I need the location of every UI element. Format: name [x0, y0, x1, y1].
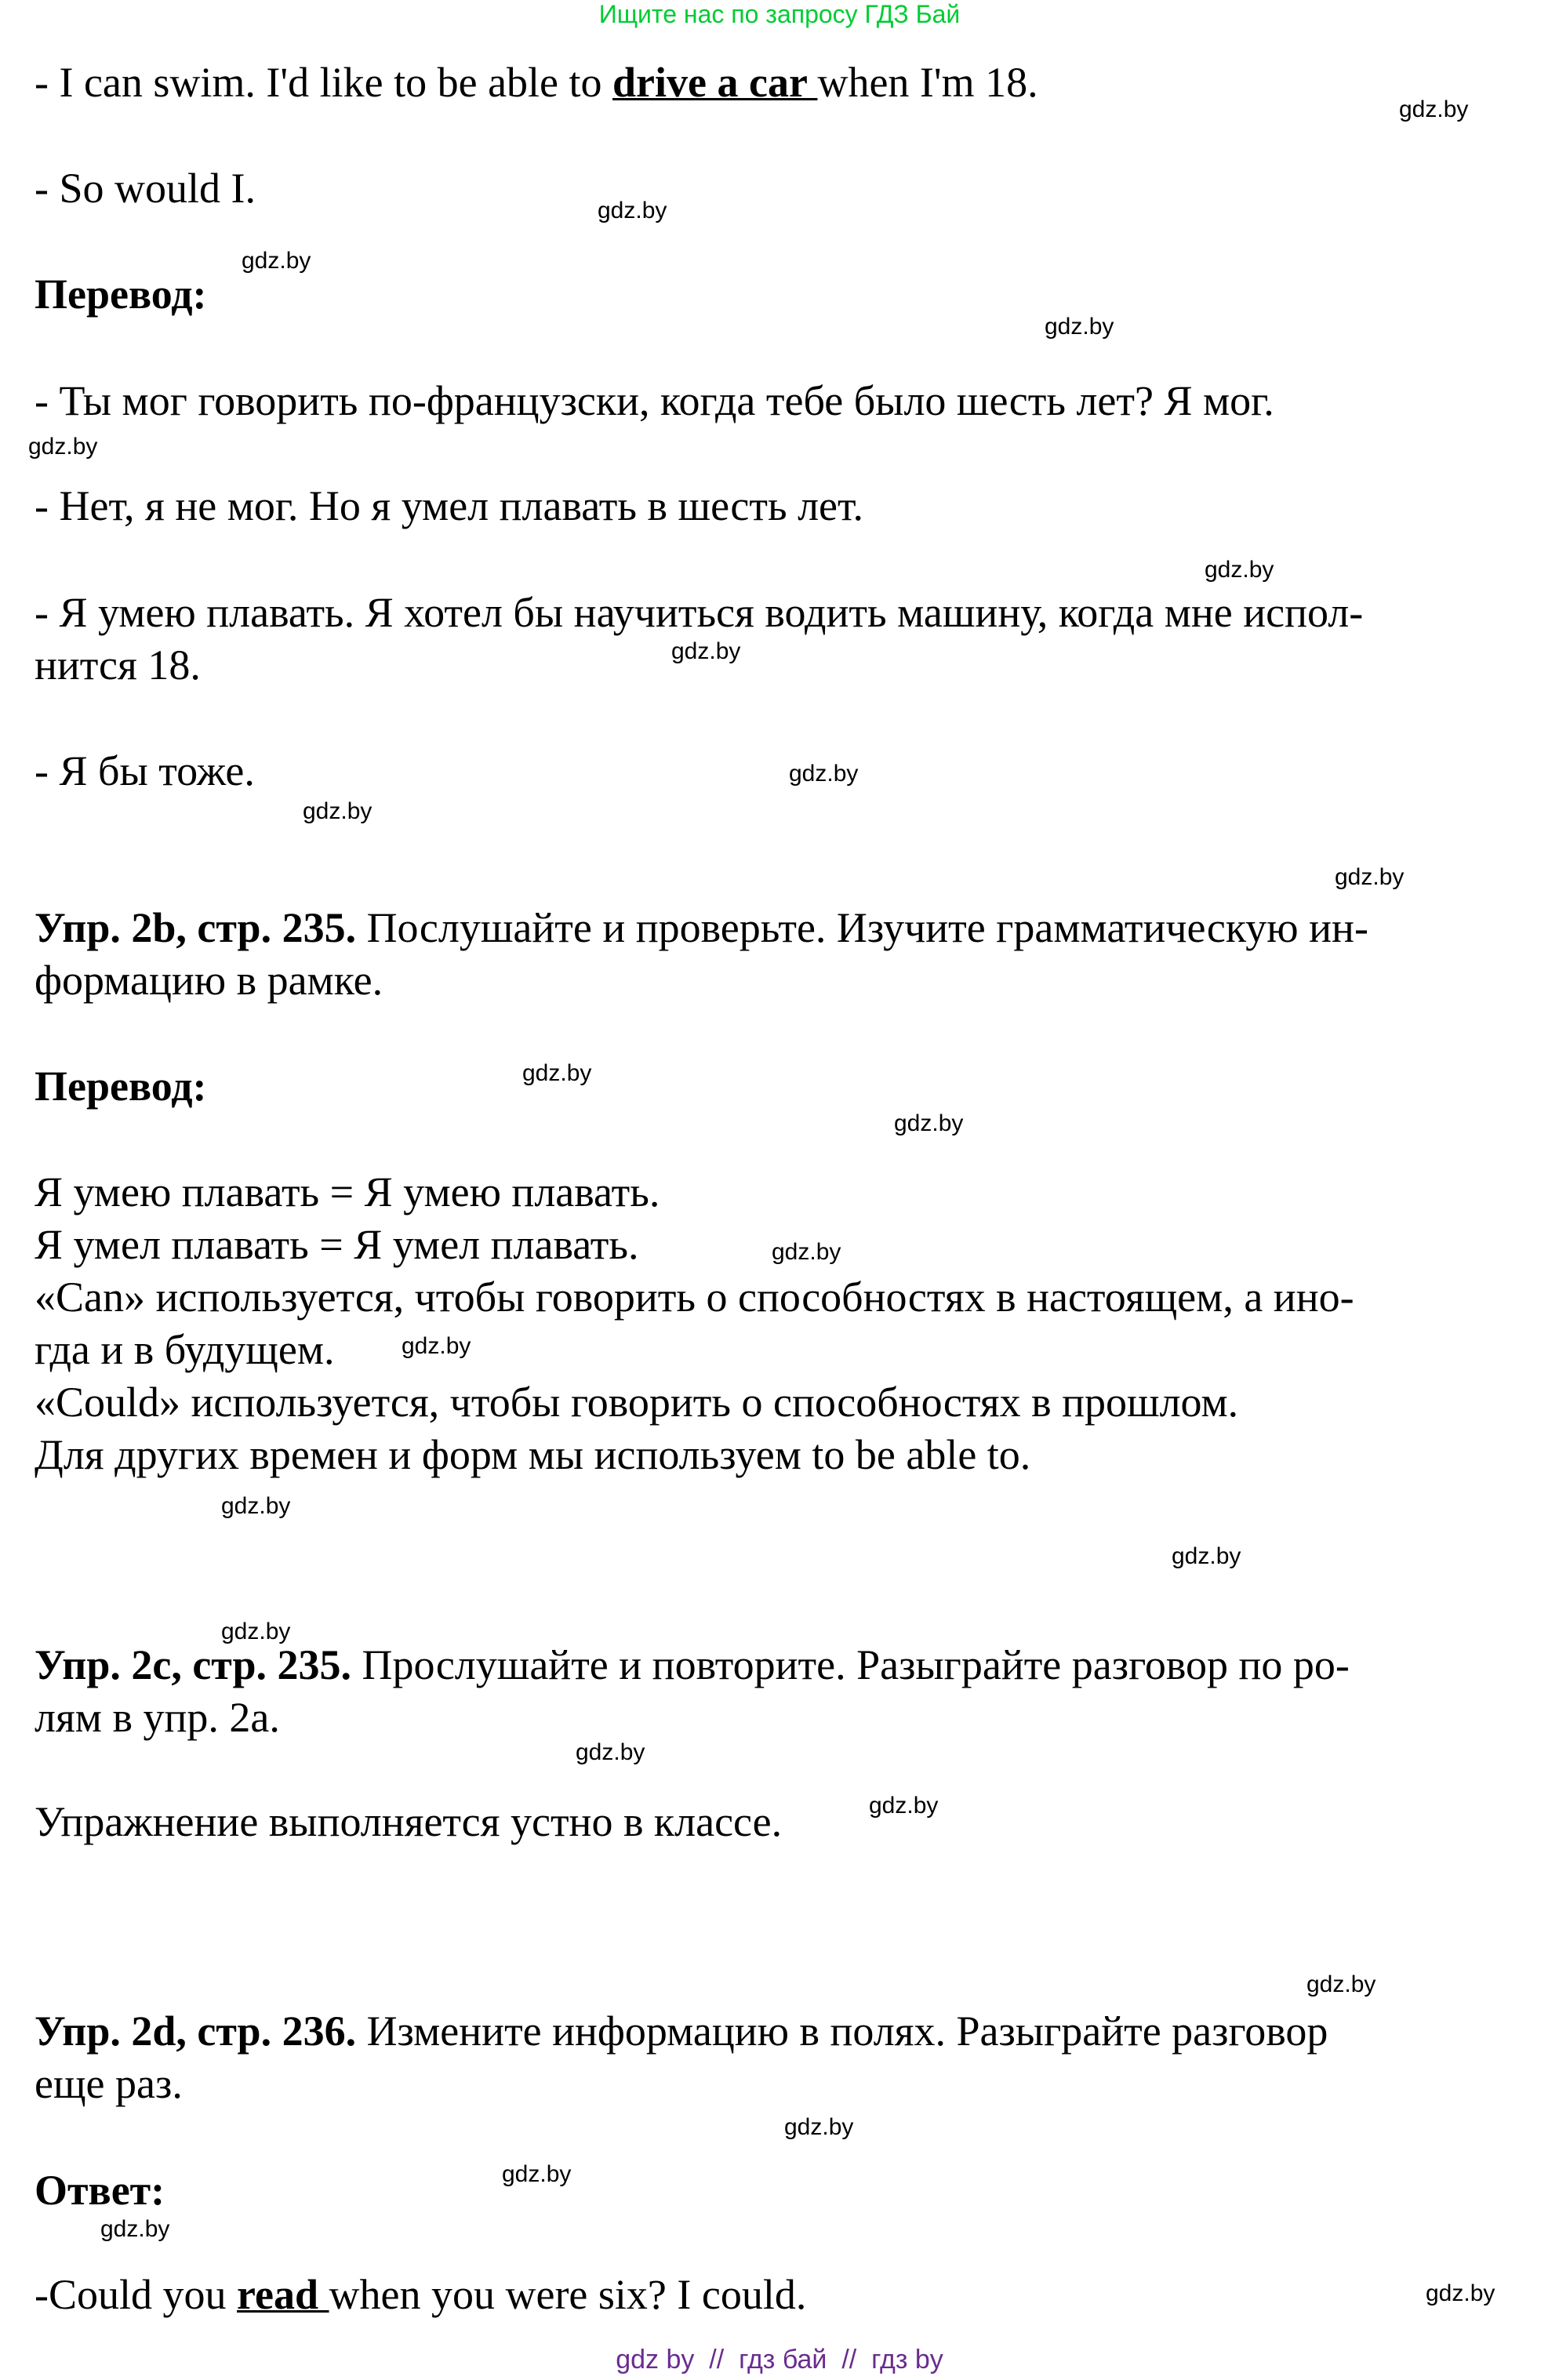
translation-line: - Ты мог говорить по-французски, когда тебе было шесть лет? Я мог. [35, 377, 1274, 424]
answer-line [35, 2269, 806, 2320]
exercise-2c-instruction-cont: лям в упр. 2a. [35, 1694, 280, 1741]
dialog-line-2: - So would I. [35, 165, 256, 212]
watermark: gdz.by [894, 1110, 964, 1136]
exercise-2c-instruction: Прослушайте и повторите. Разыграйте разговор по ро- [351, 1641, 1350, 1688]
exercise-2d-label: Упр. 2d, стр. 236. [35, 2008, 357, 2055]
watermark: gdz.by [1172, 1543, 1241, 1569]
watermark: gdz.by [221, 1619, 291, 1644]
watermark: gdz.by [1426, 2280, 1495, 2306]
grammar-line: гда и в будущем. [35, 1326, 335, 1373]
header-search-link[interactable]: Ищите нас по запросу ГДЗ Бай [598, 0, 961, 28]
grammar-line: «Can» используется, чтобы говорить о способностях в настоящем, а ино- [35, 1274, 1354, 1321]
dialog-line-1-end: when I'm 18. [817, 59, 1038, 106]
exercise-2c-note: Упражнение выполняется устно в классе. [35, 1798, 783, 1845]
watermark: gdz.by [1306, 1971, 1376, 1997]
answer-heading: Ответ: [35, 2167, 165, 2214]
exercise-2b-instruction-cont: формацию в рамке. [35, 957, 383, 1004]
watermark: gdz.by [100, 2216, 170, 2242]
exercise-2b-instruction: Послушайте и проверьте. Изучите грамматическую ин- [356, 904, 1368, 951]
footer-links[interactable]: gdz by // гдз бай // гдз by [616, 2345, 943, 2375]
translation-line: - Я умею плавать. Я хотел бы научиться водить машину, когда мне испол- [35, 589, 1364, 636]
exercise-2d-instruction-cont: еще раз. [35, 2060, 183, 2107]
watermark: gdz.by [1045, 314, 1114, 340]
grammar-line: «Could» используется, чтобы говорить о способностях в прошлом. [35, 1379, 1239, 1426]
exercise-2b-title [35, 902, 1368, 954]
exercise-2c-label: Упр. 2c, стр. 235. [35, 1641, 351, 1688]
exercise-2b-translation-heading: Перевод: [35, 1063, 207, 1110]
grammar-line: Я умел плавать = Я умел плавать. [35, 1221, 639, 1268]
highlighted-phrase: drive a car [612, 59, 818, 106]
watermark: gdz.by [598, 198, 667, 223]
translation-line: - Нет, я не мог. Но я умел плавать в шесть лет. [35, 482, 864, 529]
watermark: gdz.by [576, 1739, 645, 1765]
exercise-2d-instruction: Измените информацию в полях. Разыграйте разговор [356, 2008, 1328, 2055]
watermark: gdz.by [522, 1060, 592, 1086]
watermark: gdz.by [221, 1493, 291, 1519]
watermark: gdz.by [28, 434, 98, 460]
watermark: gdz.by [502, 2161, 572, 2187]
dialog-line-1-start: - I can swim. I'd like to be able to [35, 59, 613, 106]
watermark: gdz.by [869, 1793, 939, 1819]
answer-line-end: when you were six? I could. [329, 2271, 807, 2318]
answer-line-start: -Could you [35, 2271, 238, 2318]
watermark: gdz.by [772, 1239, 841, 1265]
watermark: gdz.by [242, 248, 311, 274]
dialog-line-1 [35, 56, 1038, 108]
translation-line: нится 18. [35, 641, 201, 689]
grammar-line: Я умею плавать = Я умею плавать. [35, 1168, 660, 1215]
grammar-line: Для других времен и форм мы используем to be able to. [35, 1431, 1031, 1478]
answer-highlight: read [237, 2271, 329, 2318]
watermark: gdz.by [402, 1333, 471, 1359]
translation-heading: Перевод: [35, 271, 207, 318]
watermark: gdz.by [784, 2114, 854, 2140]
exercise-2c-title [35, 1639, 1350, 1691]
watermark: gdz.by [671, 638, 741, 664]
watermark: gdz.by [1205, 557, 1274, 583]
watermark: gdz.by [303, 798, 372, 824]
watermark: gdz.by [1335, 864, 1405, 890]
watermark: gdz.by [789, 761, 859, 787]
watermark: gdz.by [1399, 96, 1469, 122]
exercise-2d-title [35, 2005, 1328, 2057]
exercise-2b-label: Упр. 2b, стр. 235. [35, 904, 357, 951]
translation-line: - Я бы тоже. [35, 747, 255, 794]
